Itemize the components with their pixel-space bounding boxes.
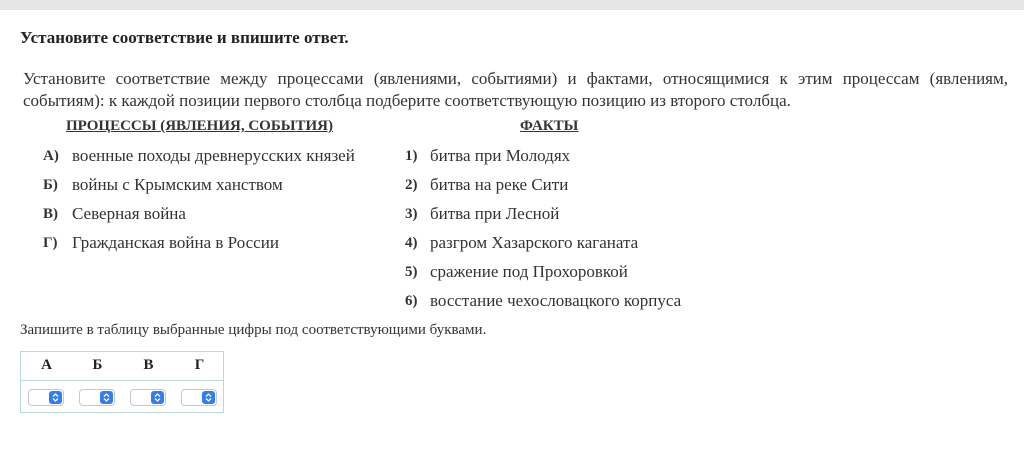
- fact-number: 4): [405, 235, 418, 251]
- task-heading: Установите соответствие и впишите ответ.: [20, 28, 349, 47]
- answer-header-a: А: [41, 357, 52, 373]
- facts-column-header: ФАКТЫ: [520, 118, 579, 134]
- answer-header-g: Г: [194, 357, 205, 373]
- process-letter: Г): [43, 235, 58, 251]
- match-row: [0, 203, 1024, 225]
- answer-select-a[interactable]: [28, 389, 64, 406]
- process-text: войны с Крымским ханством: [72, 175, 283, 194]
- answer-table-header: [21, 352, 223, 381]
- match-row: [0, 174, 1024, 196]
- process-text: Гражданская война в России: [72, 233, 279, 252]
- fact-text: битва на реке Сити: [430, 175, 569, 194]
- answer-select-v[interactable]: [130, 389, 166, 406]
- process-letter: А): [43, 148, 59, 164]
- process-text: Северная война: [72, 204, 186, 223]
- process-text: военные походы древнерусских князей: [72, 146, 355, 165]
- fact-text: сражение под Прохоровкой: [430, 262, 628, 281]
- top-bar: [0, 0, 1024, 10]
- fact-text: битва при Лесной: [430, 204, 560, 223]
- answer-header-v: В: [143, 357, 154, 373]
- fact-number: 3): [405, 206, 418, 222]
- select-arrows-icon: [49, 391, 62, 404]
- fact-number: 5): [405, 264, 418, 280]
- fact-number: 6): [405, 293, 418, 309]
- match-row: [0, 145, 1024, 167]
- answer-select-b[interactable]: [79, 389, 115, 406]
- select-arrows-icon: [100, 391, 113, 404]
- select-arrows-icon: [151, 391, 164, 404]
- answer-header-b: Б: [92, 357, 103, 373]
- process-letter: В): [43, 206, 58, 222]
- process-letter: Б): [43, 177, 58, 193]
- answer-instruction: Запишите в таблицу выбранные цифры под соответствующими буквами.: [20, 322, 487, 338]
- fact-number: 1): [405, 148, 418, 164]
- fact-text: битва при Молодях: [430, 146, 571, 165]
- fact-text: восстание чехословацкого корпуса: [430, 291, 682, 310]
- fact-text: разгром Хазарского каганата: [430, 233, 639, 252]
- answer-select-g[interactable]: [181, 389, 217, 406]
- processes-column-header: ПРОЦЕССЫ (ЯВЛЕНИЯ, СОБЫТИЯ): [66, 118, 333, 134]
- select-arrows-icon: [202, 391, 215, 404]
- answer-table: [20, 351, 224, 413]
- task-intro: Установите соответствие между процессами (явлениями, событиями) и фактами, относящимися к этим процессам (явлениям, событиям): к каждой позиции первого столбца подберите соответствующую позицию из второго столбца.: [23, 69, 1008, 110]
- match-row: [0, 290, 1024, 312]
- match-row: [0, 232, 1024, 254]
- fact-number: 2): [405, 177, 418, 193]
- match-row: [0, 261, 1024, 283]
